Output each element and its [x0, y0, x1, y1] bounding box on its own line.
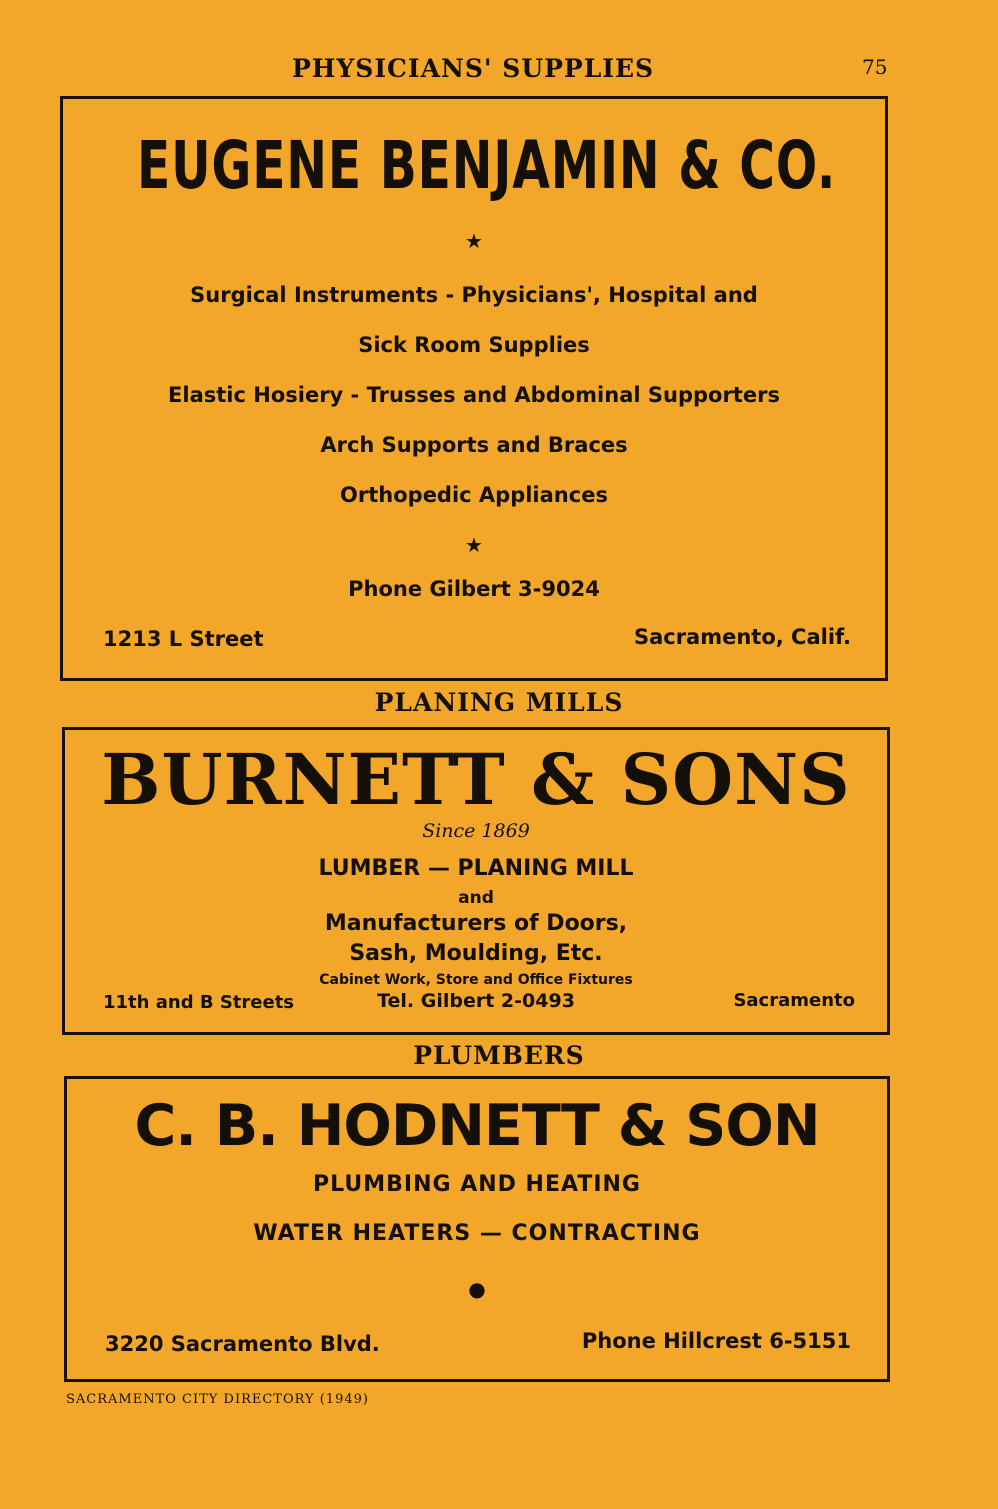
- ad-line: WATER HEATERS — CONTRACTING: [253, 1221, 701, 1246]
- ad-line: Sick Room Supplies: [358, 333, 590, 357]
- page-number: 75: [862, 55, 888, 79]
- ad-line: Arch Supports and Braces: [320, 433, 628, 457]
- ad-line: Sash, Moulding, Etc.: [349, 941, 603, 966]
- section-heading-planing-mills: PLANING MILLS: [374, 688, 624, 717]
- phone: Phone Gilbert 3-9024: [348, 577, 600, 601]
- section-heading-physicians-supplies: PHYSICIANS' SUPPLIES: [292, 54, 655, 83]
- ad-line: and: [458, 888, 494, 908]
- city: Sacramento: [733, 990, 855, 1011]
- star-icon: ★: [465, 533, 483, 557]
- phone: Phone Hillcrest 6-5151: [581, 1329, 851, 1353]
- ad-eugene-benjamin: [60, 96, 888, 681]
- since-year: Since 1869: [422, 820, 530, 842]
- ad-line: PLUMBING AND HEATING: [313, 1172, 641, 1197]
- star-icon: ★: [465, 229, 483, 253]
- ad-line: Manufacturers of Doors,: [324, 911, 628, 936]
- ad-line: Cabinet Work, Store and Office Fixtures: [319, 972, 633, 988]
- company-name: EUGENE BENJAMIN & CO.: [136, 127, 837, 204]
- ad-line: Surgical Instruments - Physicians', Hospital and: [190, 283, 758, 307]
- phone: Tel. Gilbert 2-0493: [377, 990, 575, 1012]
- company-name: C. B. HODNETT & SON: [134, 1093, 820, 1159]
- address: 11th and B Streets: [103, 992, 295, 1013]
- ad-line: LUMBER — PLANING MILL: [318, 856, 634, 881]
- company-name: BURNETT & SONS: [101, 738, 851, 821]
- city: Sacramento, Calif.: [633, 625, 851, 649]
- address: 3220 Sacramento Blvd.: [105, 1332, 380, 1356]
- ad-line: Orthopedic Appliances: [340, 483, 608, 507]
- bullet-icon: ●: [468, 1277, 486, 1301]
- ad-line: Elastic Hosiery - Trusses and Abdominal Supporters: [168, 383, 780, 407]
- footer-directory: SACRAMENTO CITY DIRECTORY (1949): [66, 1392, 369, 1407]
- ad-hodnett-son: [64, 1076, 890, 1382]
- address: 1213 L Street: [103, 627, 264, 651]
- ad-burnett-sons: [62, 727, 890, 1035]
- section-heading-plumbers: PLUMBERS: [413, 1041, 585, 1070]
